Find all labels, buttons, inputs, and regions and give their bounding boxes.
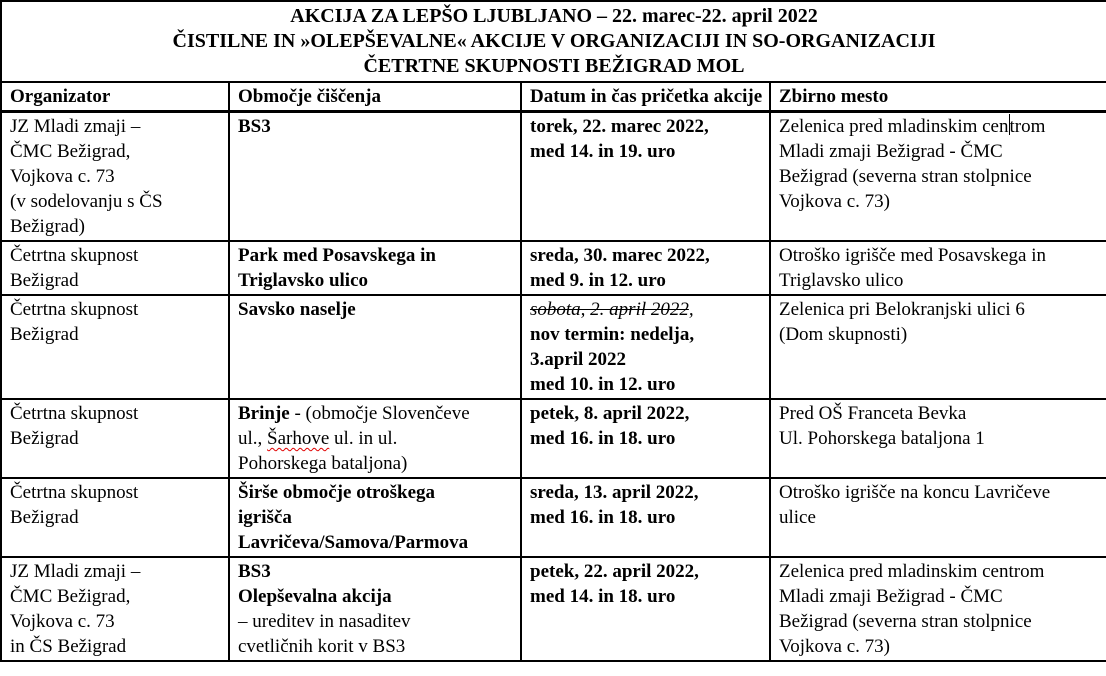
cell-meeting-point: Pred OŠ Franceta Bevka Ul. Pohorskega bataljona 1	[770, 399, 1106, 478]
cell-organizer: Četrtna skupnost Bežigrad	[1, 399, 229, 478]
cell-meeting-point: Otroško igrišče med Posavskega in Triglavsko ulico	[770, 241, 1106, 295]
table-row	[1, 112, 1106, 242]
cell-date-time: torek, 22. marec 2022, med 14. in 19. uro	[521, 112, 770, 242]
col-header-organizator: Organizator	[1, 82, 229, 112]
table-row	[1, 478, 1106, 557]
cell-meeting-point: Zelenica pri Belokranjski ulici 6 (Dom skupnosti)	[770, 295, 1106, 399]
table-row	[1, 295, 1106, 399]
table-body	[1, 112, 1106, 662]
misspelled-word: Šarhove	[267, 428, 330, 449]
table-row	[1, 557, 1106, 661]
cell-cleaning-area: Park med Posavskega in Triglavsko ulico	[229, 241, 521, 295]
title-line-2: ČISTILNE IN »OLEPŠEVALNE« AKCIJE V ORGANIZACIJI IN SO-ORGANIZACIJI	[172, 30, 936, 52]
cell-date-time: sreda, 30. marec 2022, med 9. in 12. uro	[521, 241, 770, 295]
cell-organizer: Četrtna skupnost Bežigrad	[1, 478, 229, 557]
document-title	[1, 1, 1106, 82]
cell-meeting-point: Otroško igrišče na koncu Lavričeve ulice	[770, 478, 1106, 557]
table-row	[1, 241, 1106, 295]
cell-date-time: petek, 8. april 2022, med 16. in 18. uro	[521, 399, 770, 478]
title-line-3: ČETRTNE SKUPNOSTI BEŽIGRAD MOL	[363, 55, 745, 77]
cell-organizer: Četrtna skupnost Bežigrad	[1, 241, 229, 295]
cell-cleaning-area: Savsko naselje	[229, 295, 521, 399]
cell-date-time: petek, 22. april 2022, med 14. in 18. uro	[521, 557, 770, 661]
cell-meeting-point: Zelenica pred mladinskim centrom Mladi zmaji Bežigrad - ČMC Bežigrad (severna stran stolpnice Vojkova c. 73)	[770, 557, 1106, 661]
title-line-1: AKCIJA ZA LEPŠO LJUBLJANO – 22. marec-22. april 2022	[290, 5, 818, 27]
cell-organizer: Četrtna skupnost Bežigrad	[1, 295, 229, 399]
col-header-date-time: Datum in čas pričetka akcije	[521, 82, 770, 112]
title-row	[1, 1, 1106, 82]
cell-organizer: JZ Mladi zmaji – ČMC Bežigrad, Vojkova c. 73 (v sodelovanju s ČS Bežigrad)	[1, 112, 229, 242]
col-header-cleaning-area: Območje čiščenja	[229, 82, 521, 112]
cell-cleaning-area: Širše območje otroškega igrišča Lavričeva/Samova/Parmova	[229, 478, 521, 557]
cell-meeting-point: Zelenica pred mladinskim centrom Mladi zmaji Bežigrad - ČMC Bežigrad (severna stran stolpnice Vojkova c. 73)	[770, 112, 1106, 242]
cell-cleaning-area: BS3 Olepševalna akcija – ureditev in nasaditev cvetličnih korit v BS3	[229, 557, 521, 661]
cell-date-time: sobota, 2. april 2022, nov termin: nedelja, 3.april 2022 med 10. in 12. uro	[521, 295, 770, 399]
cell-cleaning-area: BS3	[229, 112, 521, 242]
column-header-row	[1, 82, 1106, 112]
table-row	[1, 399, 1106, 478]
cell-organizer: JZ Mladi zmaji – ČMC Bežigrad, Vojkova c. 73 in ČS Bežigrad	[1, 557, 229, 661]
cell-cleaning-area: Brinje - (območje Slovenčeve ul., Šarhove ul. in ul. Pohorskega bataljona)	[229, 399, 521, 478]
cell-date-time: sreda, 13. april 2022, med 16. in 18. uro	[521, 478, 770, 557]
col-header-meeting-point: Zbirno mesto	[770, 82, 1106, 112]
